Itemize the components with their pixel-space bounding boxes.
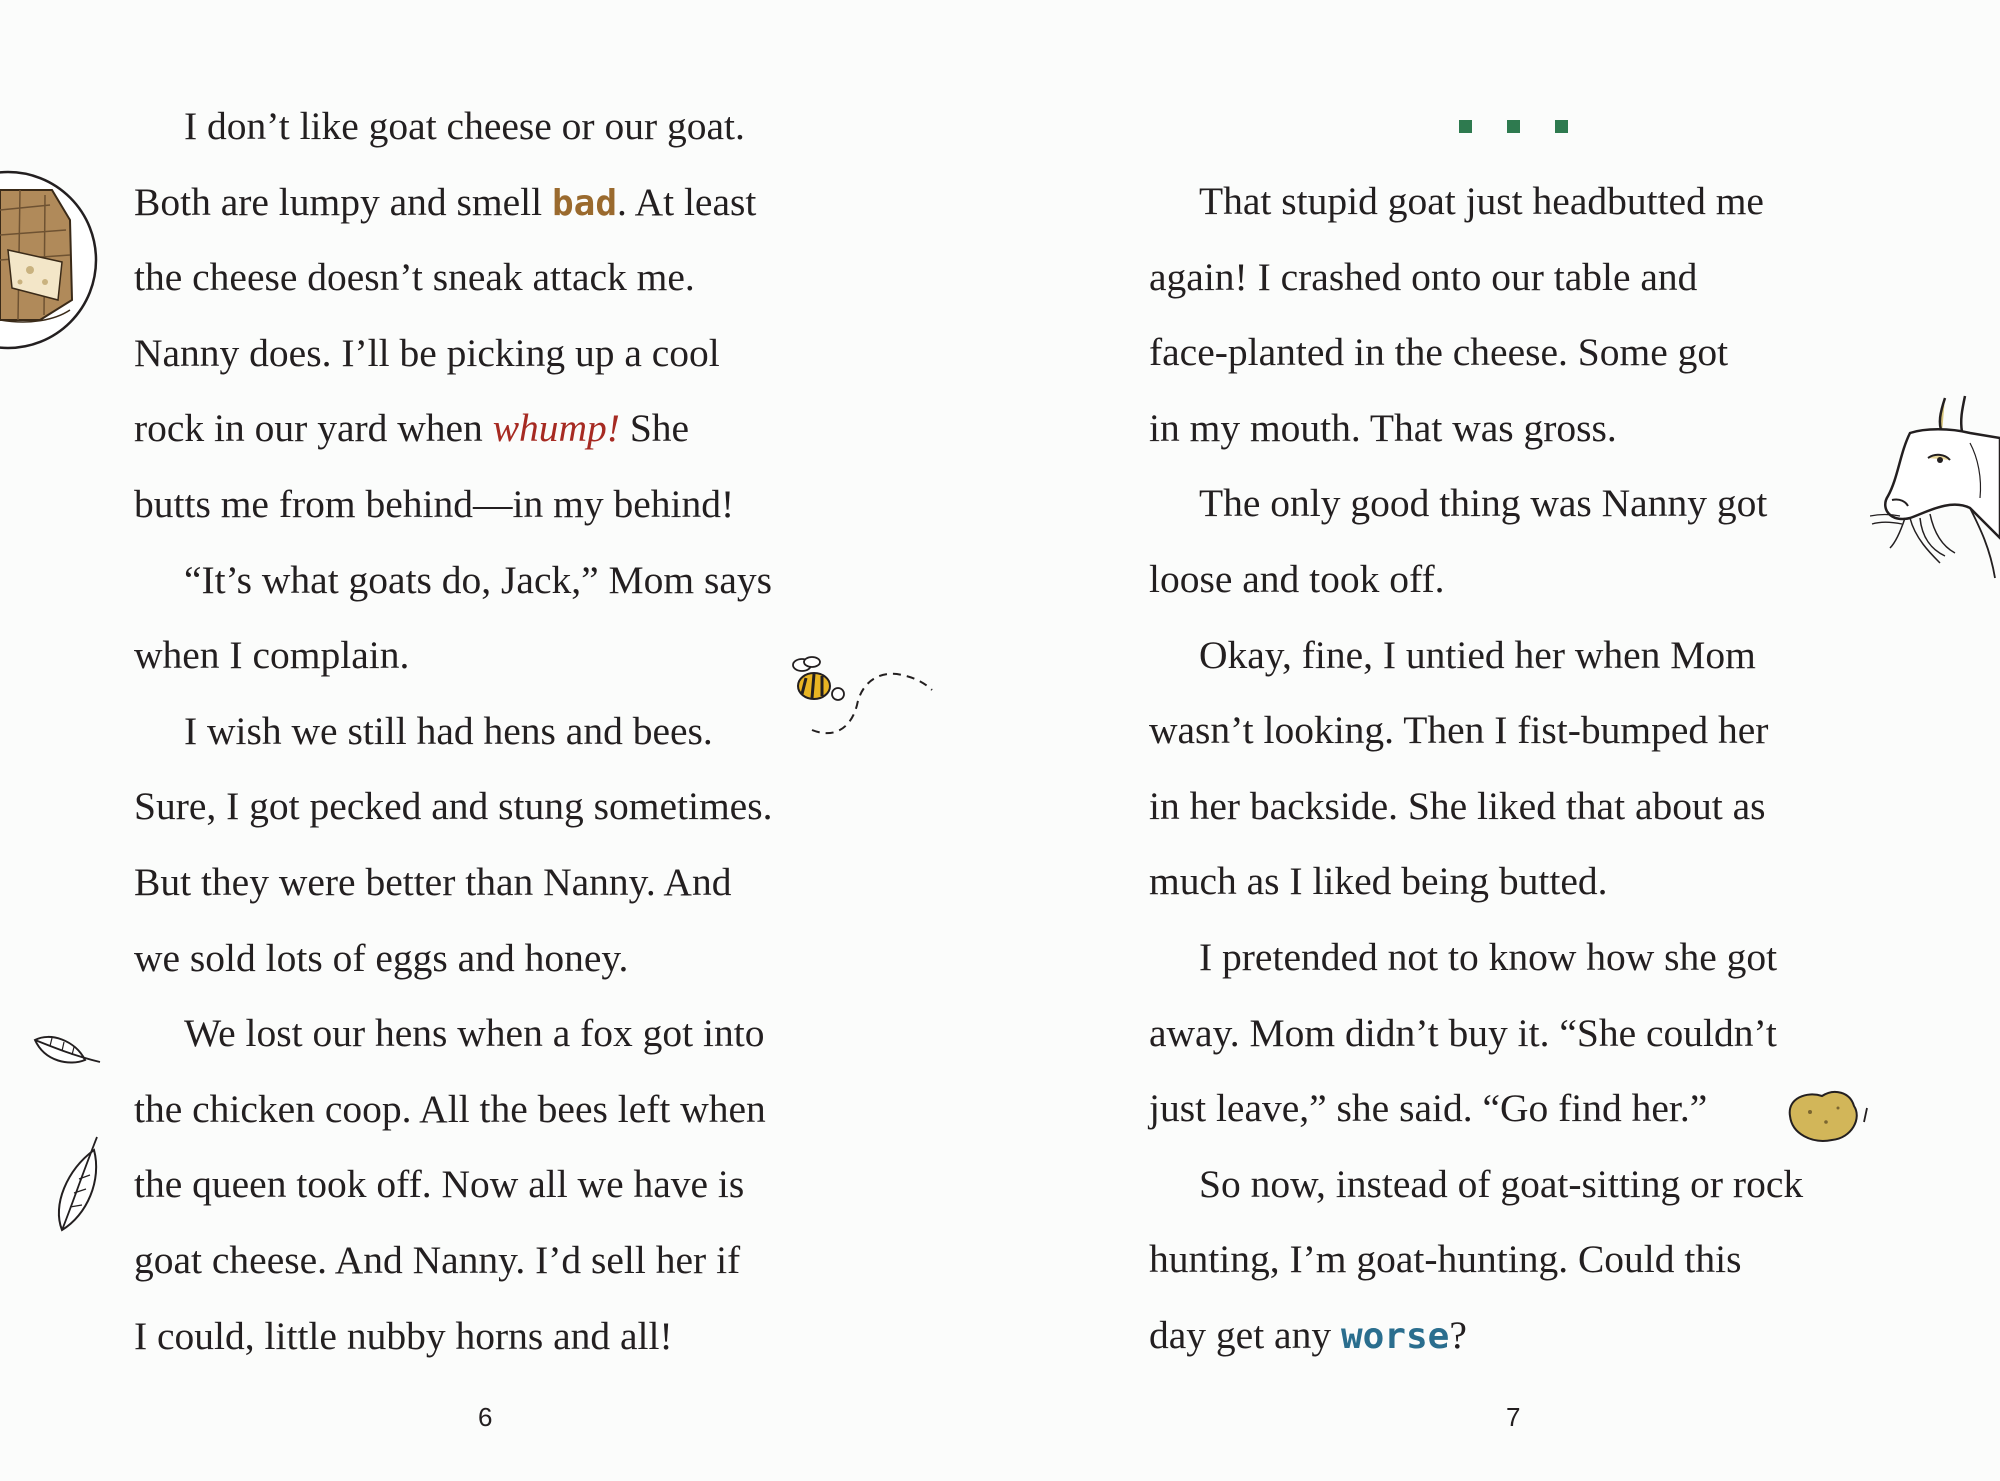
page-number: 6 <box>478 1402 493 1432</box>
text-line: The only good thing was Nanny got <box>1199 481 1768 526</box>
leaf-icon <box>30 1030 105 1080</box>
text-line: “It’s what goats do, Jack,” Mom says <box>184 557 773 602</box>
page-number: 7 <box>1506 1402 1521 1432</box>
text-line: the cheese doesn’t sneak attack me. <box>134 255 695 300</box>
text-line: goat cheese. And Nanny. I’d sell her if <box>134 1237 741 1282</box>
goat-head-illustration <box>1870 388 2000 598</box>
section-break <box>1459 120 1579 136</box>
text-line: in her backside. She liked that about as <box>1149 783 1766 828</box>
text-line: rock in our yard when whump! She <box>134 406 690 451</box>
text-line: much as I liked being butted. <box>1149 859 1608 904</box>
text-line: I wish we still had hens and bees. <box>184 708 713 753</box>
word-whump: whump! <box>492 406 620 451</box>
text-line: when I complain. <box>134 633 410 678</box>
text-line: just leave,” she said. “Go find her.” <box>1149 1086 1708 1131</box>
text-line: So now, instead of goat-sitting or rock <box>1199 1161 1804 1206</box>
right-page-text <box>1149 164 1889 1374</box>
leaf-icon <box>52 1135 102 1235</box>
text-line: Nanny does. I’ll be picking up a cool <box>134 330 720 375</box>
text-line: I pretended not to know how she got <box>1199 934 1778 979</box>
text-line: again! I crashed onto our table and <box>1149 254 1698 299</box>
left-page-text <box>134 89 874 1374</box>
text-line: loose and took off. <box>1149 556 1445 601</box>
text-line: hunting, I’m goat-hunting. Could this <box>1149 1237 1742 1282</box>
text-line: I could, little nubby horns and all! <box>134 1313 673 1358</box>
text-line: Okay, fine, I untied her when Mom <box>1199 632 1756 677</box>
text-line: face-planted in the cheese. Some got <box>1149 330 1729 375</box>
word-bad: bad <box>551 182 618 224</box>
text-line: I don’t like goat cheese or our goat. <box>184 104 745 148</box>
text-line: butts me from behind—in my behind! <box>134 481 735 526</box>
text-line: But they were better than Nanny. And <box>134 859 732 904</box>
text-line: Sure, I got pecked and stung sometimes. <box>134 784 773 829</box>
text-line: in my mouth. That was gross. <box>1149 405 1617 450</box>
text-line: wasn’t looking. Then I fist-bumped her <box>1149 708 1769 753</box>
cheese-illustration <box>0 150 100 370</box>
text-line: Both are lumpy and smell bad. At least <box>134 179 757 224</box>
text-line: the chicken coop. All the bees left when <box>134 1086 766 1131</box>
text-line: away. Mom didn’t buy it. “She couldn’t <box>1149 1010 1777 1055</box>
right-page <box>1000 0 2000 1481</box>
text-line: That stupid goat just headbutted me <box>1199 179 1764 223</box>
text-line: we sold lots of eggs and honey. <box>134 935 629 980</box>
text-line: day get any worse? <box>1149 1312 1467 1357</box>
text-line: the queen took off. Now all we have is <box>134 1162 745 1207</box>
word-worse: worse <box>1340 1315 1450 1357</box>
text-line: We lost our hens when a fox got into <box>184 1011 765 1056</box>
